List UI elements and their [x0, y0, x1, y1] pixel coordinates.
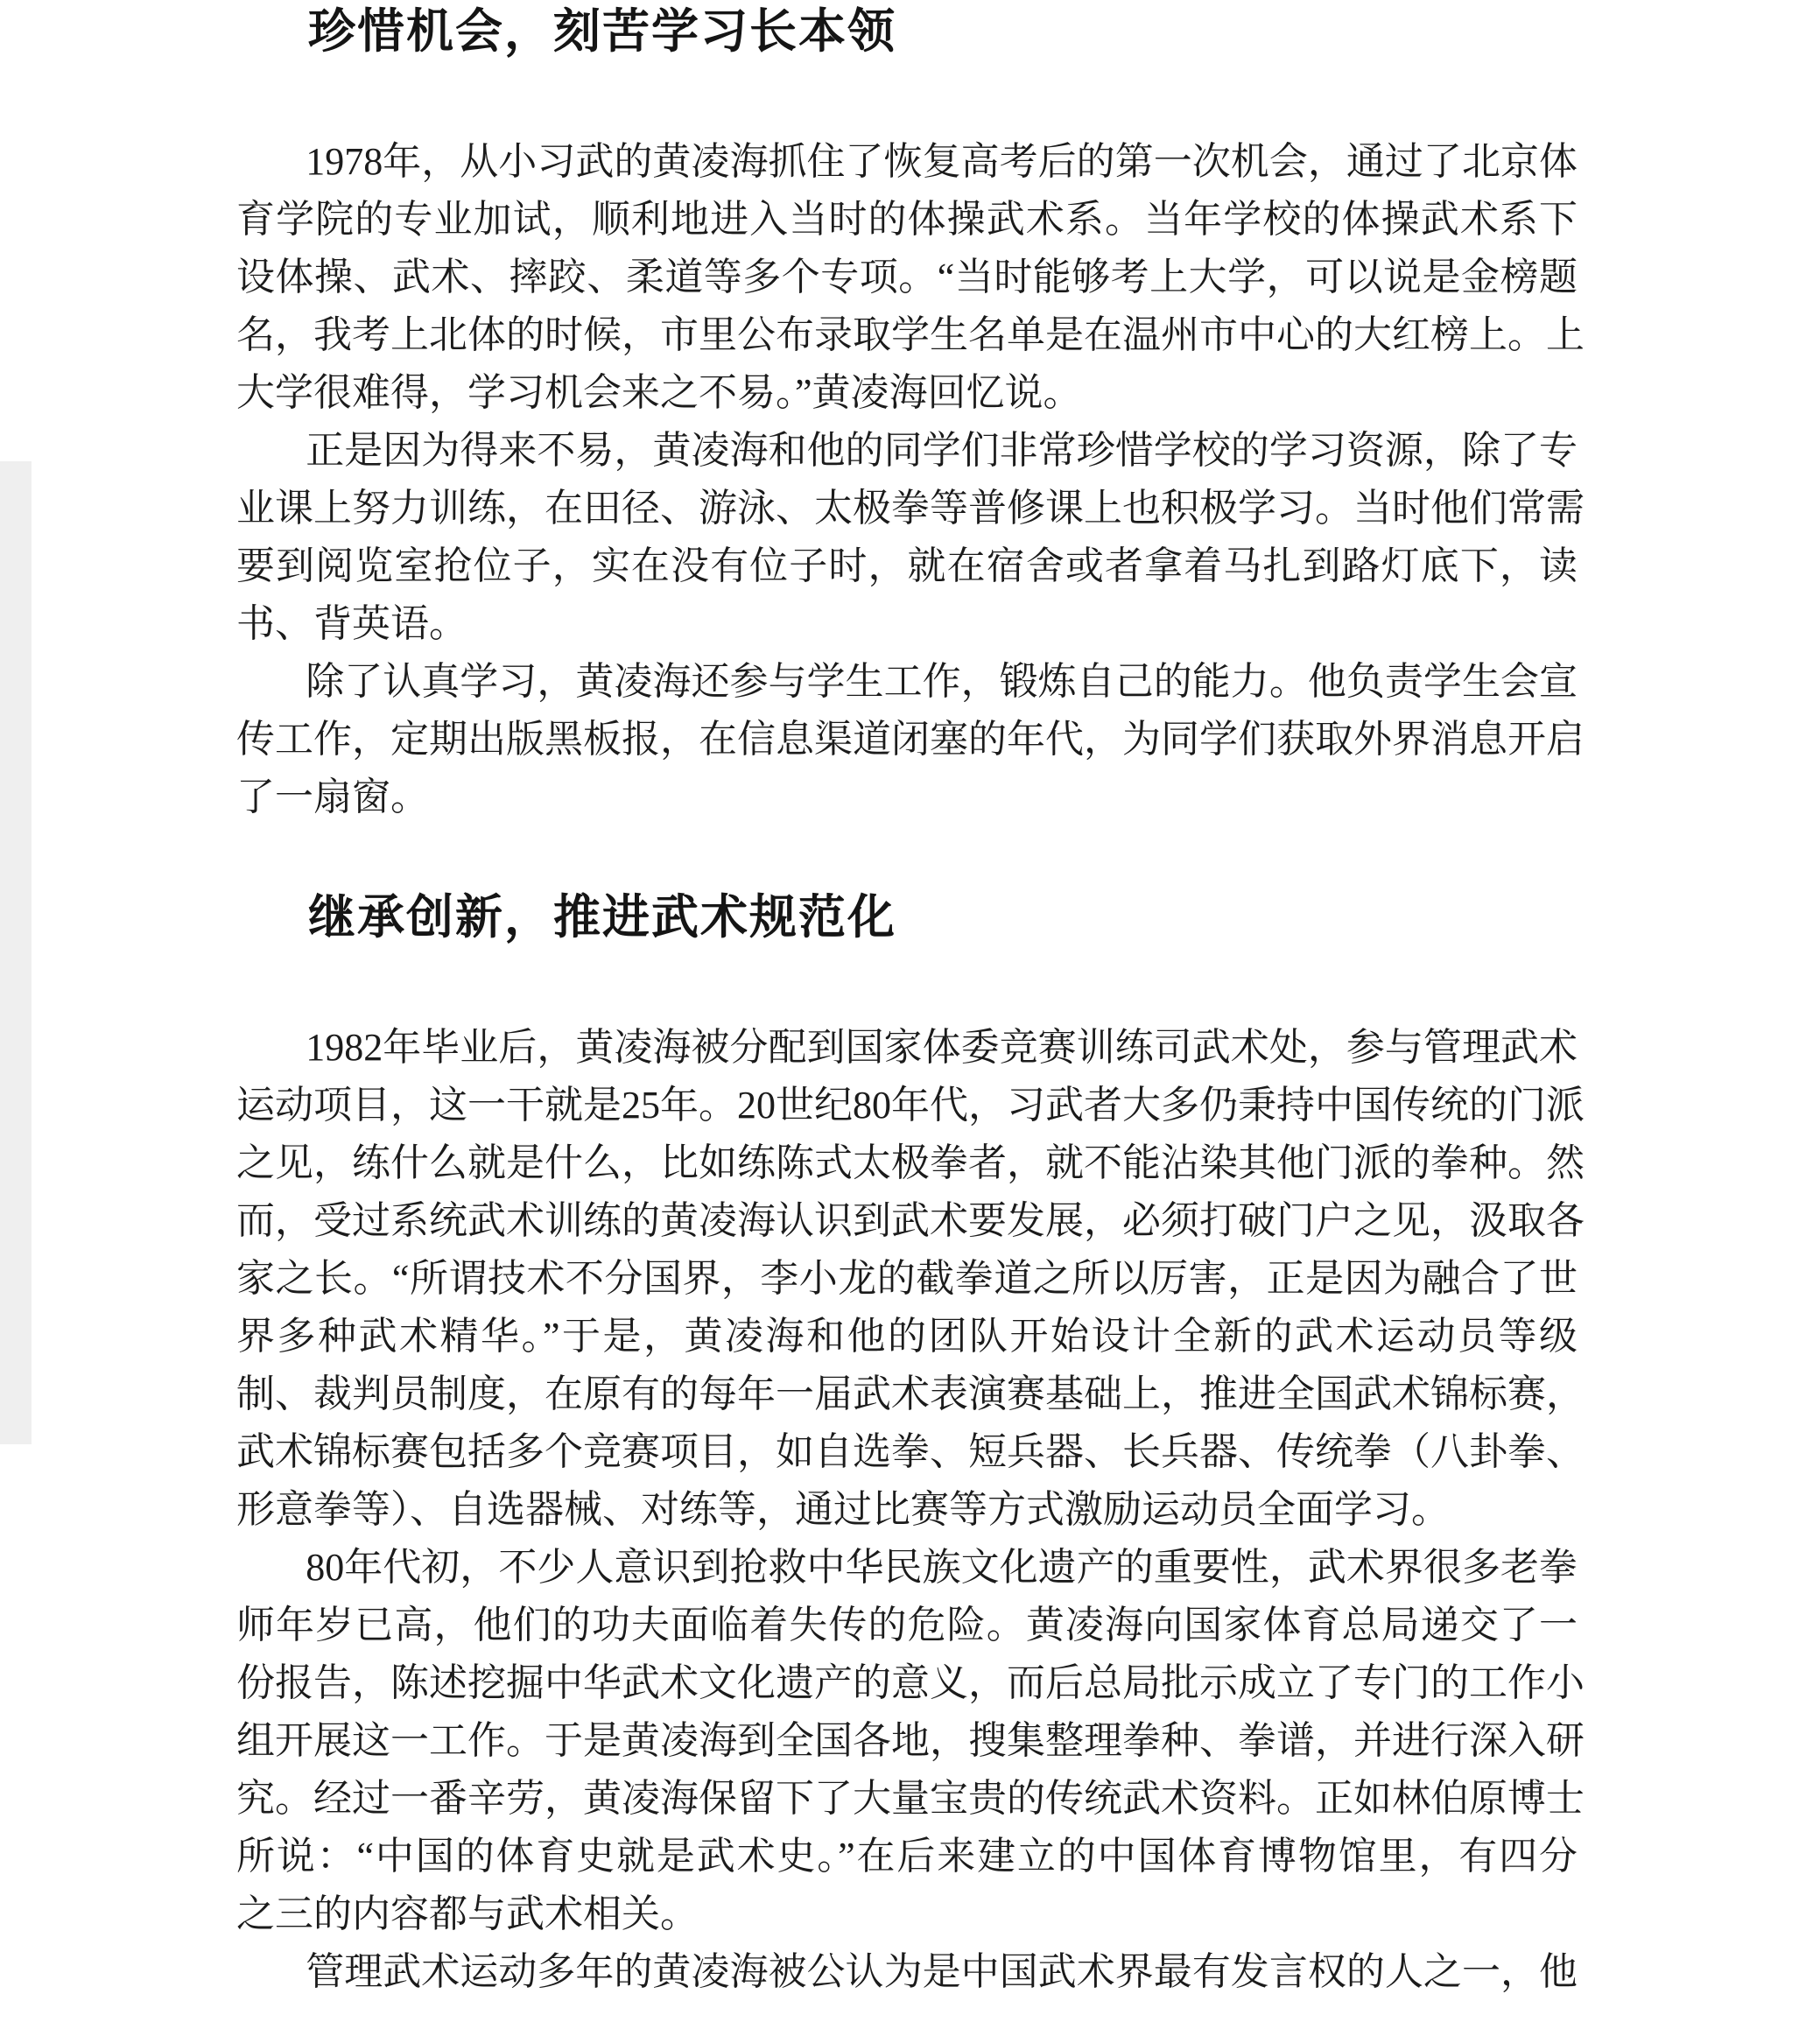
- left-edge-panel: [0, 461, 32, 1444]
- text-line: 育学院的专业加试，顺利地进入当时的体操武术系。当年学校的体操武术系下: [236, 198, 1578, 241]
- text-line: 份报告，陈述挖掘中华武术文化遗产的意义，而后总局批示成立了专门的工作小: [236, 1661, 1585, 1704]
- text-line: 1982年毕业后，黄凌海被分配到国家体委竞赛训练司武术处，参与管理武术: [306, 1026, 1578, 1069]
- paragraph: [236, 422, 1585, 653]
- text-line: 之三的内容都与武术相关。: [236, 1892, 699, 1935]
- paragraph: [236, 133, 1585, 422]
- text-line: 正是因为得来不易，黄凌海和他的同学们非常珍惜学校的学习资源，除了专: [306, 429, 1578, 472]
- text-line: 师年岁已高，他们的功夫面临着失传的危险。黄凌海向国家体育总局递交了一: [236, 1604, 1578, 1646]
- paragraph: [236, 1019, 1585, 1539]
- text-line: 形意拳等）、自选器械、对练等，通过比赛等方式激励运动员全面学习。: [236, 1488, 1450, 1531]
- text-line: 之见，练什么就是什么，比如练陈式太极拳者，就不能沾染其他门派的拳种。然: [236, 1141, 1585, 1184]
- text-line: 设体操、武术、摔跤、柔道等多个专项。“当时能够考上大学，可以说是金榜题: [236, 256, 1578, 298]
- section-heading: 珍惜机会，刻苦学习长本领: [308, 5, 896, 58]
- text-line: 界多种武术精华。”于是，黄凌海和他的团队开始设计全新的武术运动员等级: [236, 1315, 1578, 1358]
- text-line: 了一扇窗。: [236, 776, 429, 818]
- article-content: [236, 0, 1585, 2001]
- text-line: 而，受过系统武术训练的黄凌海认识到武术要发展，必须打破门户之见，汲取各: [236, 1199, 1585, 1242]
- text-line: 业课上努力训练，在田径、游泳、太极拳等普修课上也积极学习。当时他们常需: [236, 487, 1585, 530]
- text-line: 家之长。“所谓技术不分国界，李小龙的截拳道之所以厉害，正是因为融合了世: [236, 1257, 1578, 1300]
- paragraph: [236, 653, 1585, 826]
- text-line: 1978年，从小习武的黄凌海抓住了恢复高考后的第一次机会，通过了北京体: [306, 140, 1578, 183]
- text-line: 除了认真学习，黄凌海还参与学生工作，锻炼自己的能力。他负责学生会宣: [306, 660, 1578, 703]
- paragraph: [236, 1943, 1578, 2001]
- text-line: 运动项目，这一干就是25年。20世纪80年代，习武者大多仍秉持中国传统的门派: [236, 1084, 1585, 1127]
- text-line: 80年代初，不少人意识到抢救中华民族文化遗产的重要性，武术界很多老拳: [306, 1546, 1578, 1589]
- text-line: 制、裁判员制度，在原有的每年一届武术表演赛基础上，推进全国武术锦标赛，: [236, 1373, 1585, 1415]
- paragraph: [236, 1539, 1585, 1943]
- text-line: 组开展这一工作。于是黄凌海到全国各地，搜集整理拳种、拳谱，并进行深入研: [236, 1719, 1585, 1762]
- text-line: 管理武术运动多年的黄凌海被公认为是中国武术界最有发言权的人之一，他: [306, 1950, 1578, 1993]
- text-line: 武术锦标赛包括多个竞赛项目，如自选拳、短兵器、长兵器、传统拳（八卦拳、: [236, 1430, 1585, 1473]
- text-line: 究。经过一番辛劳，黄凌海保留下了大量宝贵的传统武术资料。正如林伯原博士: [236, 1777, 1585, 1820]
- text-line: 传工作，定期出版黑板报，在信息渠道闭塞的年代，为同学们获取外界消息开启: [236, 718, 1585, 761]
- text-line: 名，我考上北体的时候，市里公布录取学生名单是在温州市中心的大红榜上。上: [236, 313, 1585, 356]
- section-heading: 继承创新，推进武术规范化: [308, 891, 896, 944]
- text-line: 大学很难得，学习机会来之不易。”黄凌海回忆说。: [236, 371, 1082, 414]
- text-line: 要到阅览室抢位子，实在没有位子时，就在宿舍或者拿着马扎到路灯底下，读: [236, 544, 1578, 587]
- text-line: 书、背英语。: [236, 602, 467, 645]
- text-line: 所说：“中国的体育史就是武术史。”在后来建立的中国体育博物馆里，有四分: [236, 1835, 1578, 1878]
